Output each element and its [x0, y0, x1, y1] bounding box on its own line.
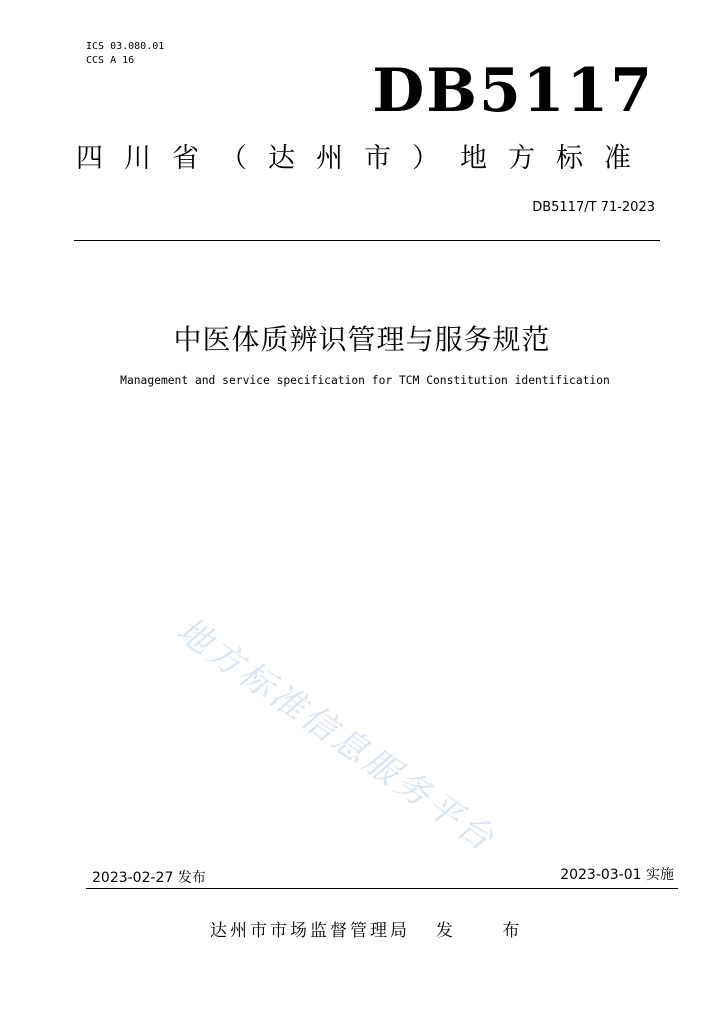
ics-ccs-block: [86, 40, 164, 68]
issue-date: 2023-02-27 发布: [92, 870, 206, 886]
watermark: 地方标准信息服务平台: [169, 610, 504, 861]
standard-logo: DB5117: [372, 56, 654, 126]
title-chinese: 中医体质辨识管理与服务规范: [173, 323, 551, 356]
implementation-date: 2023-03-01 实施: [560, 867, 674, 883]
publisher-line: [210, 920, 541, 942]
standard-number: DB5117/T 71-2023: [532, 200, 655, 215]
standard-category: 四川省（达州市）地方标准: [76, 143, 652, 174]
ics-code: ICS 03.080.01: [86, 41, 165, 52]
publisher-name: 达州市市场监督管理局: [210, 921, 410, 941]
publish-label: 发 布: [436, 921, 542, 941]
bottom-divider: [86, 888, 678, 889]
top-divider: [74, 240, 660, 241]
ccs-code: CCS A 16: [86, 55, 135, 66]
title-english: Management and service specification for TCM Constitution identification: [120, 374, 610, 387]
